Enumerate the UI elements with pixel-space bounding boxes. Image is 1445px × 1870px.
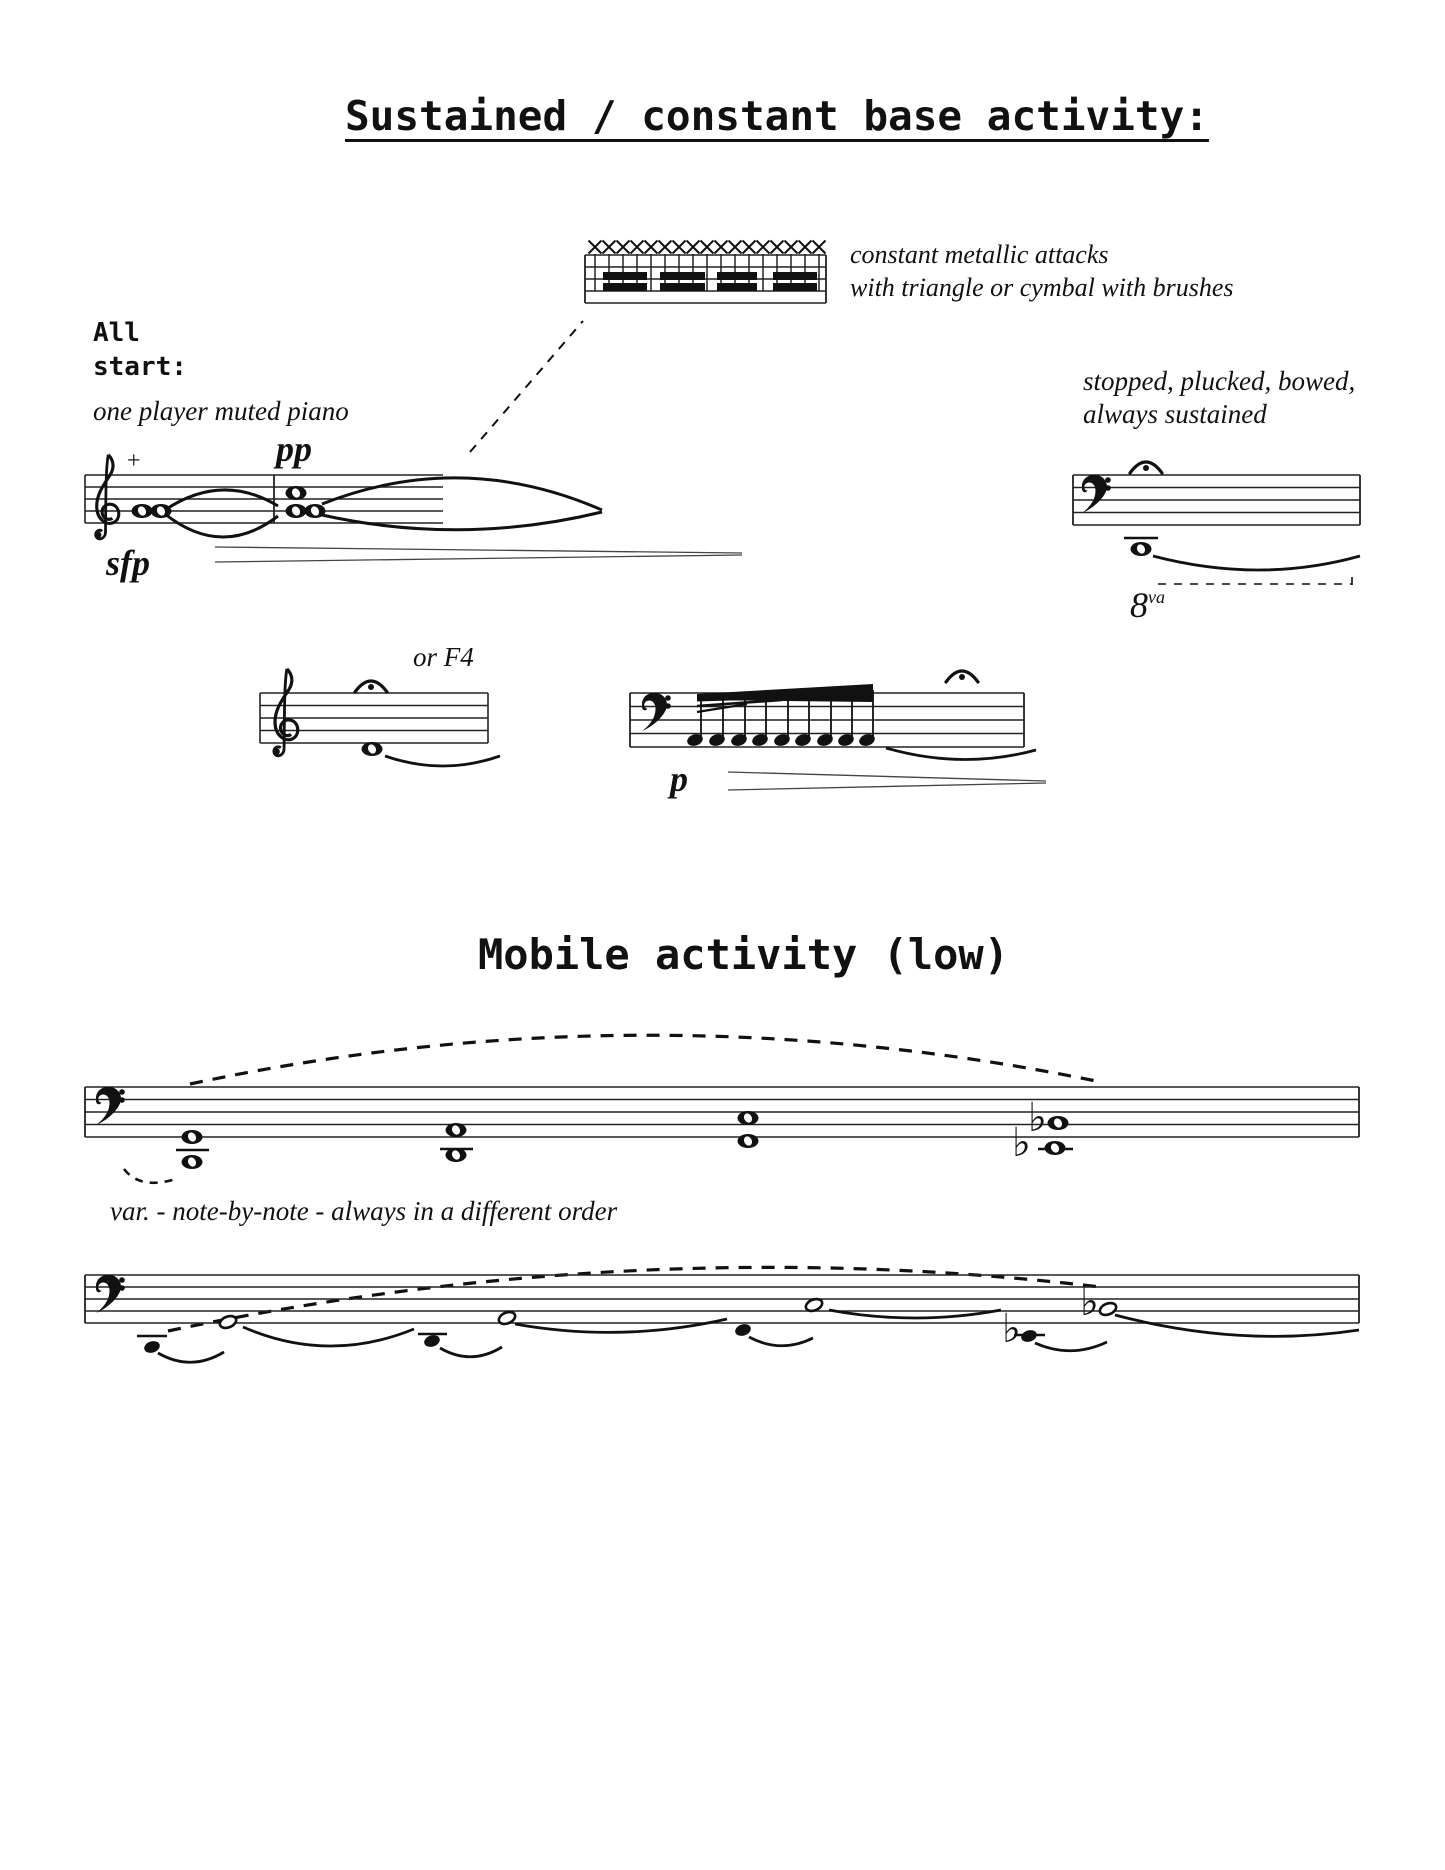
- treble-clef: [95, 455, 119, 539]
- note-2: [218, 1314, 414, 1346]
- bass-clef: [96, 1087, 125, 1125]
- percussion-staff: [585, 241, 826, 304]
- chord-1: [124, 1130, 209, 1183]
- percussion-beams: [603, 272, 817, 291]
- whole-note: [362, 742, 383, 756]
- alt-pitch-system: [260, 669, 500, 766]
- flat-icon: ♭: [1012, 1120, 1031, 1166]
- mobile-staff-2: [85, 1267, 1359, 1362]
- chord-3: [738, 1111, 759, 1148]
- mobile-dashed-arc: [190, 1035, 1096, 1084]
- strings-instruction-line2: always sustained: [1083, 399, 1267, 429]
- diminuendo-hairpin: [215, 547, 742, 562]
- flat-icon: ♭: [1002, 1306, 1021, 1352]
- connector-dashed-line: [470, 321, 583, 452]
- octave-suffix: va: [1148, 587, 1165, 607]
- note-1: [137, 1336, 224, 1362]
- slur: [886, 748, 1036, 760]
- whole-note: [1131, 542, 1152, 556]
- octave-line: [1158, 577, 1352, 585]
- dynamic-p: p: [670, 759, 688, 799]
- note-3: [418, 1333, 502, 1357]
- slur: [385, 756, 500, 766]
- bass-clef: [642, 693, 671, 731]
- flat-icon: ♭: [1028, 1095, 1047, 1141]
- strings-instruction-line1: stopped, plucked, bowed,: [1083, 366, 1356, 396]
- note-4: [497, 1310, 727, 1333]
- start-label: start:: [93, 352, 187, 382]
- bass-clef: [96, 1275, 125, 1313]
- piano-system: [85, 455, 742, 562]
- alt-pitch-label: or F4: [413, 642, 474, 672]
- percussion-instruction-line2: with triangle or cymbal with brushes: [850, 273, 1234, 302]
- fermata: [946, 671, 978, 682]
- mobile-staff-1: [85, 1035, 1359, 1183]
- x-noteheads: [589, 241, 826, 254]
- slur: [1153, 556, 1360, 570]
- flat-icon: ♭: [1080, 1279, 1099, 1325]
- octave-number: 8: [1130, 585, 1148, 625]
- dynamic-pp: pp: [276, 429, 312, 469]
- note-5: [734, 1322, 813, 1346]
- chord-2: [440, 1123, 473, 1162]
- section2-title: Mobile activity (low): [478, 930, 1010, 979]
- repeated-noteheads: [686, 732, 877, 748]
- octave-marking: [1114, 566, 1165, 644]
- feathered-beam: [697, 684, 873, 712]
- chord-4: [1012, 1095, 1073, 1166]
- page-title: Sustained / constant base activity:: [345, 92, 1209, 140]
- fermata: [355, 681, 387, 692]
- piano-instruction: one player muted piano: [93, 396, 349, 426]
- note-6: [804, 1297, 1001, 1318]
- variation-instruction: var. - note-by-note - always in a different order: [110, 1196, 618, 1226]
- mute-plus-sign: +: [127, 448, 141, 474]
- dynamic-sfp: sfp: [106, 543, 150, 583]
- diminuendo-hairpin: [728, 772, 1046, 790]
- percussion-instruction-line1: constant metallic attacks: [850, 240, 1109, 269]
- tremolo-system: [630, 671, 1046, 790]
- bass-clef: [1082, 475, 1111, 513]
- piano-chord-2: [286, 486, 326, 518]
- fermata: [1130, 462, 1162, 473]
- all-label: All: [93, 318, 140, 348]
